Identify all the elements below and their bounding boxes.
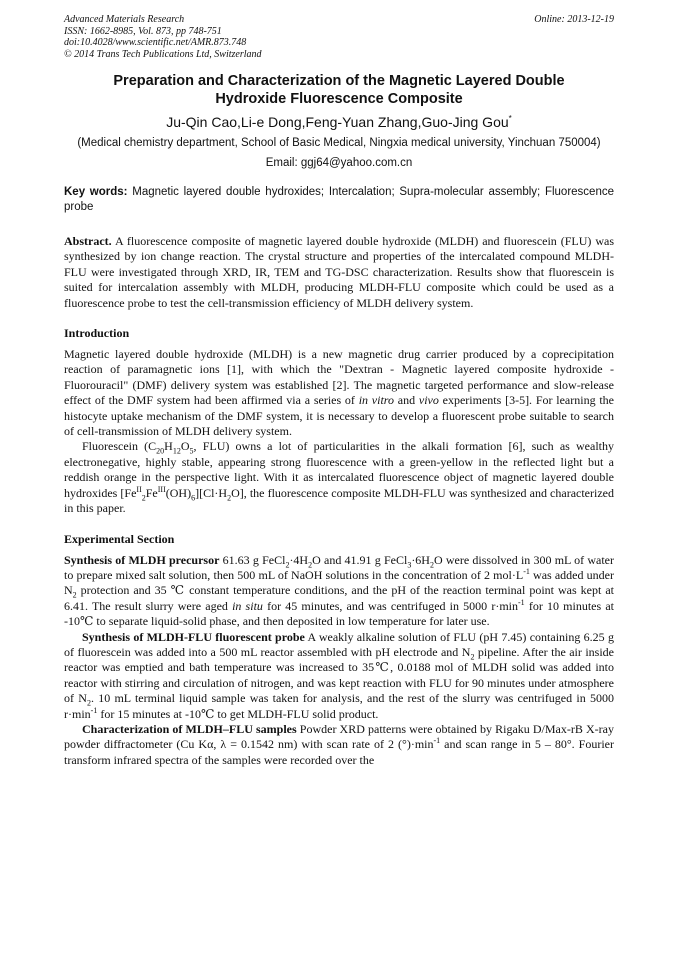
journal-name: Advanced Materials Research (64, 14, 185, 25)
subscript: 6 (191, 493, 196, 503)
synthesis-precursor-paragraph (64, 553, 614, 630)
formula-o: O (180, 439, 190, 454)
superscript: -1 (518, 597, 525, 607)
s2-text-a: A weakly alkaline solution of FLU (pH 7.45) containing 6.25 g of fluorescein was added into a 500 mL reactor assembled with pH electrode and N (64, 629, 614, 659)
abstract-label: Abstract. (64, 234, 112, 248)
superscript: -1 (433, 736, 441, 746)
subscript: 5 (189, 446, 194, 456)
subscript: 2 (227, 493, 232, 503)
abstract-paragraph (64, 234, 614, 311)
subscript: 20 (156, 446, 165, 456)
vivo-term: vivo (418, 393, 439, 408)
experimental-heading: Experimental Section (64, 531, 175, 546)
subscript: 2 (285, 559, 290, 569)
subscript: 2 (86, 698, 91, 708)
characterization-paragraph (64, 722, 614, 768)
abstract-text: A fluorescence composite of magnetic layered double hydroxide (MLDH) and fluorescein (FLU) was synthesized by ion change reaction. The crystal structure and properties of the intercalated compound MLDH-FLU were investigated through XRD, IR, TEM and TG-DSC characterization. Results show that fluorescein is suited for intercalation assembly with MLDH, producing MLDH-FLU composite which could be used as a fluorescence probe to test the cell-transmission efficiency of MLDH delivery system. (64, 234, 614, 310)
s1-text-b: ·4H (289, 552, 309, 567)
superscript: II (136, 484, 142, 494)
subscript: 12 (172, 446, 181, 456)
email-line: Email: ggj64@yahoo.com.cn (265, 157, 413, 169)
author-list (64, 113, 614, 131)
synthesis-probe-paragraph (64, 630, 614, 722)
superscript: -1 (90, 705, 98, 715)
intro-paragraph-1 (64, 347, 614, 439)
in-situ-term: in situ (232, 598, 263, 613)
s1-text-c: O and 41.91 g FeCl (312, 552, 408, 567)
introduction-heading: Introduction (64, 326, 130, 341)
subscript: 2 (72, 590, 77, 600)
affiliation: (Medical chemistry department, School of Basic Medical, Ningxia medical university, Yinchuan 750004) (77, 137, 601, 149)
s1-text-a: 61.63 g FeCl (219, 552, 286, 567)
doi-line: doi:10.4028/www.scientific.net/AMR.873.748 (64, 37, 247, 48)
s1-text-h: for 45 minutes, and was centrifuged in 5000 r·min (262, 598, 519, 613)
formula-oh: (OH) (165, 485, 192, 500)
journal-header (64, 14, 614, 60)
in-vitro-term: in vitro (358, 393, 395, 408)
subscript: 2 (470, 652, 475, 662)
s2-text-b: pipeline. After the air inside reactor was emptied and bath temperature was increased to 35℃, 0.0188 mol of MLDH solid was added into reactor with stirring and circulation of nitrogen, and was kept reaction with FLU for 90 minutes under atmosphere of N (64, 644, 614, 706)
s1-text-f: was added under N (64, 567, 615, 598)
intro-paragraph-2 (64, 439, 614, 516)
authors-text: Ju-Qin Cao,Li-e Dong,Feng-Yuan Zhang,Guo-Jing Gou (166, 114, 509, 130)
subscript: 2 (429, 559, 434, 569)
intro-p1-text-b: experiments [3-5]. For learning the histocyte uptake mechanism of the DMF system, it is necessary to develop a fluorescent probe suitable to search of cell-transmission of MLDH delivery system. (64, 393, 615, 439)
keywords-text: Magnetic layered double hydroxides; Intercalation; Supra-molecular assembly; Fluorescence probe (64, 186, 614, 213)
title-line-2: Hydroxide Fluorescence Composite (215, 91, 463, 107)
s3-text-b: and scan range in 5 – 80°. Fourier transform infrared spectra of the samples were recorded over the (64, 737, 614, 767)
intro-p2-text-d: O], the fluorescence composite MLDH-FLU was synthesized and characterized in this paper. (64, 485, 614, 516)
superscript: -1 (523, 566, 530, 576)
intro-p1-text-a: Magnetic layered double hydroxide (MLDH) is a new magnetic drug carrier produced by a coprecipitation reaction of paramagnetic ions [1], with which the "Dextran - Magnetic layered composite hydroxide - Fluorouracil" (DMF) delivery system was established [2]. The magnetic targeted performance and slow-release effect of the DMF system had been affirmed via a series of (64, 347, 614, 408)
copyright-line: © 2014 Trans Tech Publications Ltd, Switzerland (64, 48, 262, 60)
s3-text-a: Powder XRD patterns were obtained by Rigaku D/Max-rB X-ray powder diffractometer (Cu Kα, λ = 0.1542 nm) with scan rate of 2 (°)·min (64, 721, 614, 752)
title-line-1: Preparation and Characterization of the Magnetic Layered Double (113, 73, 565, 89)
intro-p1-and: and (394, 393, 419, 408)
keywords-block (64, 185, 614, 215)
s1-text-e: O were dissolved in 300 mL of water to prepare mixed salt solution, then 500 mL of NaOH solutions in the concentration of 2 mol·L (64, 552, 615, 582)
superscript: III (157, 484, 166, 494)
subscript: 2 (308, 559, 313, 569)
intro-p2-text-b: , FLU) owns a lot of particularities in the alkali formation [6], such as wealthy electronegative, highly stable, appearing strong fluorescence with a green-yellow in the reflected light but a reddish orange in the perspective light. With it as intercalated fluorescence object of magnetic layered double hydroxides [Fe (64, 439, 614, 500)
corresponding-mark: * (508, 114, 512, 123)
keywords-label: Key words: (64, 186, 128, 198)
intro-p2-text-c: ][Cl·H (195, 485, 228, 500)
characterization-label: Characterization of MLDH–FLU samples (82, 721, 297, 736)
s1-text-d: ·6H (411, 552, 430, 567)
s1-text-i: for 10 minutes at -10℃ to separate liquid-solid phase, and then deposited in low temperature for later use. (64, 598, 615, 629)
synthesis-precursor-label: Synthesis of MLDH precursor (64, 552, 220, 567)
formula-fe: Fe (145, 485, 158, 500)
subscript: 3 (407, 559, 412, 569)
subscript: 2 (141, 493, 146, 503)
s2-text-d: for 15 minutes at -10℃ to get MLDH-FLU solid product. (97, 706, 379, 721)
online-date: Online: 2013-12-19 (534, 14, 614, 25)
s2-text-c: . 10 mL terminal liquid sample was taken for analysis, and the rest of the slurry was centrifuged in 5000 r·min (64, 691, 614, 721)
intro-p2-text-a: Fluorescein (C (82, 439, 157, 454)
formula-h: H (164, 439, 173, 454)
issn-line: ISSN: 1662-8985, Vol. 873, pp 748-751 (64, 25, 222, 37)
synthesis-probe-label: Synthesis of MLDH-FLU fluorescent probe (82, 629, 305, 644)
paper-title (64, 72, 614, 108)
s1-text-g: protection and 35 ℃ constant temperature conditions, and the pH of the reaction terminal point was kept at 6.41. The result slurry were aged (64, 583, 614, 613)
